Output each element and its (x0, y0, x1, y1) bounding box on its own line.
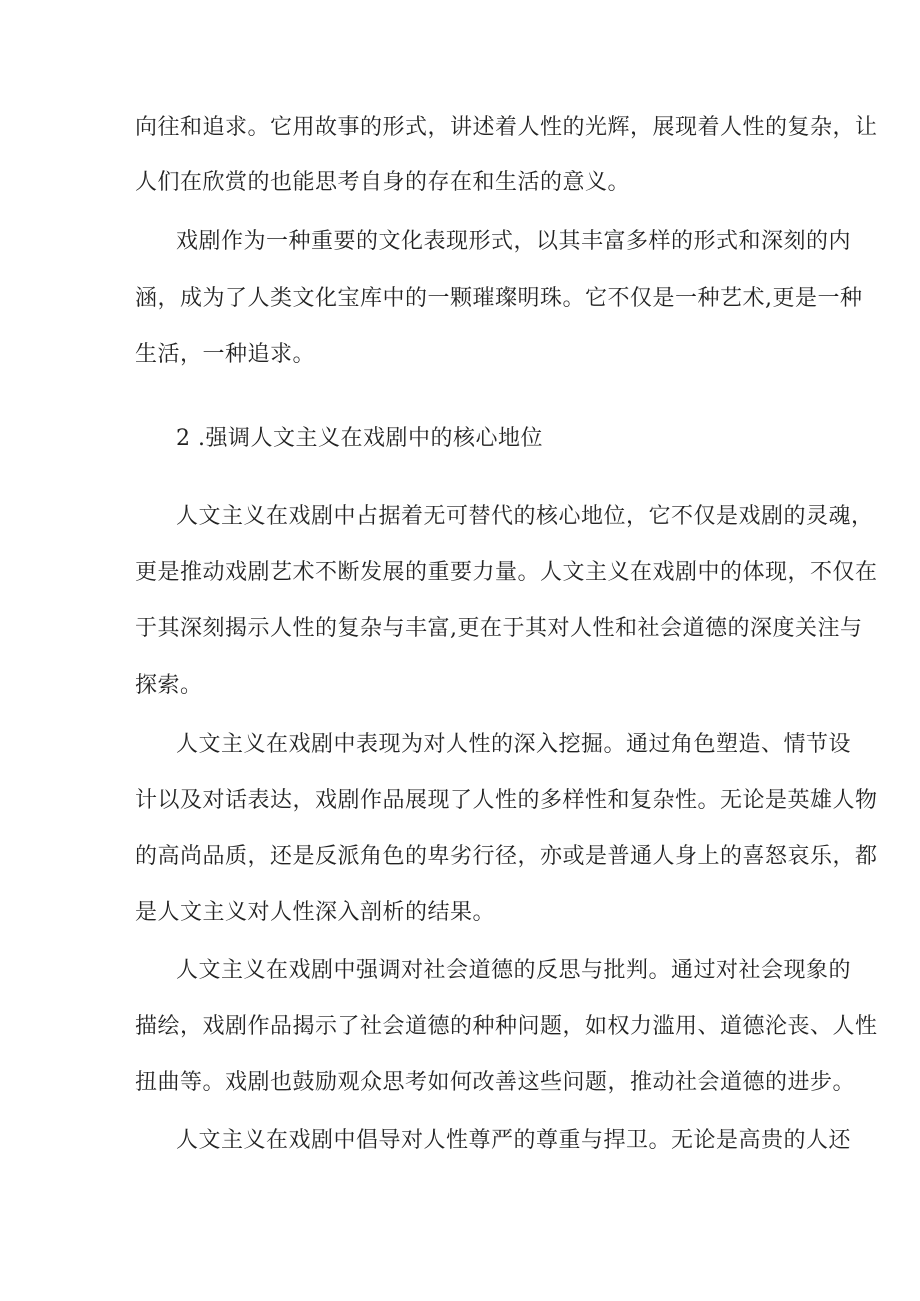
paragraph-3-line-4: 探索。 (135, 673, 203, 698)
paragraph-4-line-4: 是人文主义对人性深入剖析的结果。 (135, 900, 496, 925)
paragraph-3-line-3: 于其深刻揭示人性的复杂与丰富,更在于其对人性和社会道德的深度关注与 (135, 616, 863, 641)
paragraph-5-line-2: 描绘，戏剧作品揭示了社会道德的种种问题，如权力滥用、道德沦丧、人性 (135, 1014, 878, 1039)
paragraph-6-line-1: 人文主义在戏剧中倡导对人性尊严的尊重与捍卫。无论是高贵的人还 (176, 1128, 852, 1153)
paragraph-3-line-2: 更是推动戏剧艺术不断发展的重要力量。人文主义在戏剧中的体现，不仅在 (135, 560, 878, 585)
paragraph-4-line-2: 计以及对话表达，戏剧作品展现了人性的多样性和复杂性。无论是英雄人物 (135, 788, 878, 813)
paragraph-2-line-2: 涵，成为了人类文化宝库中的一颗璀璨明珠。它不仅是一种艺术,更是一种 (135, 286, 863, 311)
paragraph-3-line-1: 人文主义在戏剧中占据着无可替代的核心地位，它不仅是戏剧的灵魂， (176, 504, 874, 529)
paragraph-4-line-1: 人文主义在戏剧中表现为对人性的深入挖掘。通过角色塑造、情节设 (176, 732, 852, 757)
paragraph-5-line-3: 扭曲等。戏剧也鼓励观众思考如何改善这些问题，推动社会道德的进步。 (135, 1070, 856, 1095)
section-heading: 2 .强调人文主义在戏剧中的核心地位 (176, 426, 543, 451)
paragraph-1-line-1: 向往和追求。它用故事的形式，讲述着人性的光辉，展现着人性的复杂，让 (135, 115, 878, 140)
paragraph-2-line-1: 戏剧作为一种重要的文化表现形式，以其丰富多样的形式和深刻的内 (176, 229, 852, 254)
paragraph-1-line-2: 人们在欣赏的也能思考自身的存在和生活的意义。 (135, 170, 631, 195)
paragraph-5-line-1: 人文主义在戏剧中强调对社会道德的反思与批判。通过对社会现象的 (176, 958, 852, 983)
paragraph-2-line-3: 生活，一种追求。 (135, 342, 316, 367)
paragraph-4-line-3: 的高尚品质，还是反派角色的卑劣行径，亦或是普通人身上的喜怒哀乐，都 (135, 844, 878, 869)
